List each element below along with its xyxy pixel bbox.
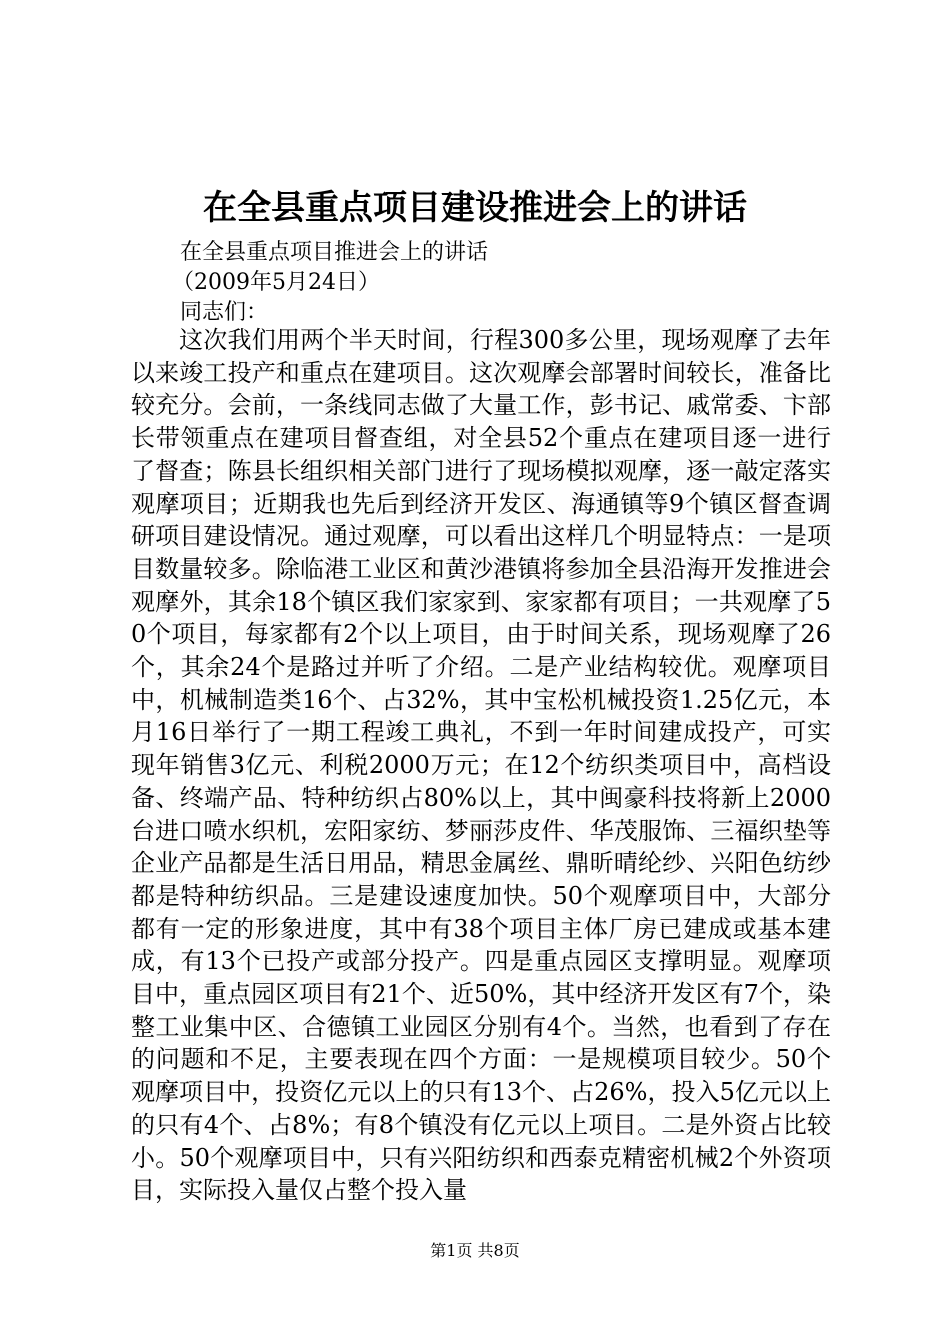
document-title: 在全县重点项目建设推进会上的讲话 [203, 188, 747, 228]
document-subtitle: 在全县重点项目推进会上的讲话 [180, 240, 489, 265]
salutation: 同志们： [180, 300, 269, 325]
document-date: （2009年5月24日） [172, 270, 380, 295]
body-paragraph: 这次我们用两个半天时间，行程300多公里，现场观摩了去年以来竣工投产和重点在建项目。这次观摩会部署时间较长，准备比较充分。会前，一条线同志做了大量工作，彭书记、戚常委、卞部长带领重点在建项目督查组，对全县52个重点在建项目逐一进行了督查；陈县长组织相关部门进行了现场模拟观摩，逐一敲定落实观摩项目；近期我也先后到经济开发区、海通镇等9个镇区督查调研项目建设情况。通过观摩，可以看出这样几个明显特点：一是项目数量较多。除临港工业区和黄沙港镇将参加全县沿海开发推进会观摩外，其余18个镇区我们家家到、家家都有项目；一共观摩了50个项目，每家都有2个以上项目，由于时间关系，现场观摩了26个，其余24个是路过并听了介绍。二是产业结构较优。观摩项目中，机械制造类16个、占32%，其中宝松机械投资1.25亿元，本月16日举行了一期工程竣工典礼，不到一年时间建成投产，可实现年销售3亿元、利税2000万元；在12个纺织类项目中，高档设备、终端产品、特种纺织占80%以上，其中闽豪科技将新上2000台进口喷水织机，宏阳家纺、梦丽莎皮件、华茂服饰、三福织垫等企业产品都是生活日用品，精思金属丝、鼎昕晴纶纱、兴阳色纺纱都是特种纺织品。三是建设速度加快。50个观摩项目中，大部分都有一定的形象进度，其中有38个项目主体厂房已建成或基本建成，有13个已投产或部分投产。四是重点园区支撑明显。观摩项目中，重点园区项目有21个、近50%，其中经济开发区有7个，染整工业集中区、合德镇工业园区分别有4个。当然，也看到了存在的问题和不足，主要表现在四个方面：一是规模项目较少。50个观摩项目中，投资亿元以上的只有13个、占26%，投入5亿元以上的只有4个、占8%；有8个镇没有亿元以上项目。二是外资占比较小。50个观摩项目中，只有兴阳纺织和西泰克精密机械2个外资项目，实际投入量仅占整个投入量 [131, 326, 831, 1205]
page-number-footer: 第1页 共8页 [430, 1241, 520, 1260]
